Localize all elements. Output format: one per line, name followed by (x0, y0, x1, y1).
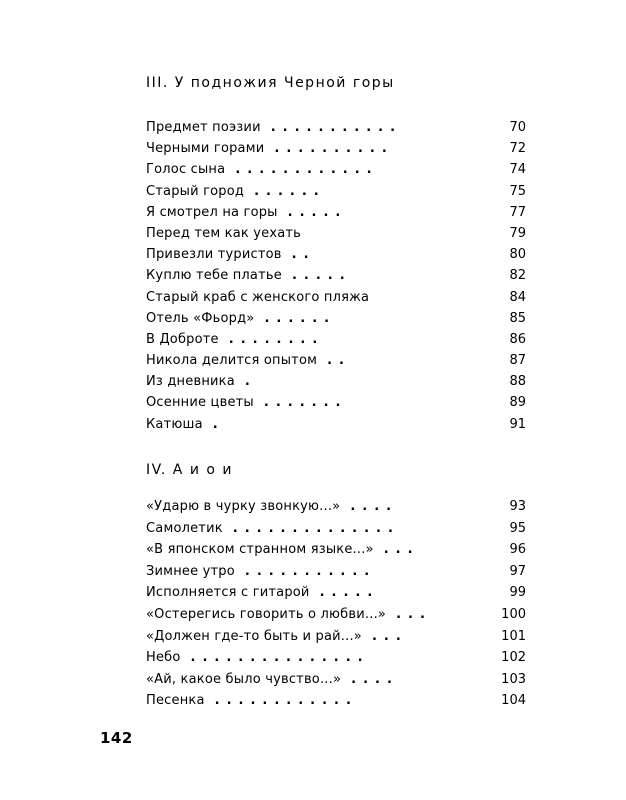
toc-entry-page: 74 (509, 162, 526, 178)
toc-entry-lead (146, 371, 257, 392)
toc-entry-title: Никола делится опытом (146, 353, 318, 369)
toc-entry-lead (146, 604, 432, 626)
toc-entry-lead (146, 287, 379, 308)
toc-list (146, 117, 526, 435)
toc-entry (146, 202, 526, 223)
toc-entry-lead (146, 202, 347, 223)
toc-entry-lead (146, 392, 347, 413)
toc-entry-leader-dots: .............. (232, 520, 400, 536)
toc-entry-title: Песенка (146, 693, 205, 709)
toc-entry (146, 690, 526, 712)
toc-entry-page: 96 (509, 542, 526, 558)
toc-entry (146, 265, 526, 286)
toc-entry-title: Отель «Фьорд» (146, 310, 255, 326)
toc-entry-lead (146, 539, 420, 561)
toc-entry-lead (146, 690, 358, 712)
toc-entry-title: Исполняется с гитарой (146, 585, 310, 601)
toc-entry-title: «В японском странном языке...» (146, 542, 374, 558)
toc-entry (146, 308, 526, 329)
toc-entry-page: 102 (501, 650, 526, 666)
toc-entry-page: 75 (509, 183, 526, 199)
toc-entry-page: 101 (501, 628, 526, 644)
toc-entry-title: Черными горами (146, 141, 265, 157)
toc-entry-page: 86 (509, 331, 526, 347)
toc-entry-leader-dots: ........... (244, 563, 377, 579)
toc-entry-leader-dots: ............... (190, 650, 370, 666)
toc-entry-page: 82 (509, 268, 526, 284)
toc-entry-lead (146, 350, 351, 371)
toc-entry-title: Из дневника (146, 374, 235, 390)
toc-entry-lead (146, 329, 324, 350)
toc-entry-title: Катюша (146, 416, 203, 432)
toc-entry-leader-dots: ..... (291, 268, 352, 284)
toc-entry-page: 95 (509, 520, 526, 536)
toc-entry-lead (146, 518, 400, 540)
toc-entry-lead (146, 223, 311, 244)
toc-entry-leader-dots: ... (371, 628, 408, 644)
toc-entry-leader-dots: .......... (274, 141, 394, 157)
toc-entry-leader-dots: . (212, 416, 225, 432)
toc-entry-title: Куплю тебе платье (146, 268, 282, 284)
toc-entry (146, 604, 526, 626)
toc-entry-leader-dots: ............ (214, 693, 358, 709)
toc-entry-leader-dots: ............ (235, 162, 379, 178)
toc-entry (146, 329, 526, 350)
toc-entry (146, 159, 526, 180)
toc-entry-leader-dots: ...... (264, 310, 337, 326)
toc-entry-page: 77 (509, 204, 526, 220)
toc-entry-page: 103 (501, 671, 526, 687)
toc-entry (146, 350, 526, 371)
toc-entry-leader-dots: .. (327, 353, 351, 369)
toc-entry (146, 414, 526, 435)
toc-entry-leader-dots: .... (350, 499, 399, 514)
toc-list (146, 496, 526, 712)
toc-entry-page: 84 (509, 289, 526, 305)
toc-entry-title: «Остерегись говорить о любви...» (146, 606, 387, 622)
toc-entry-title: «Ай, какое было чувство...» (146, 671, 342, 687)
toc-entry-title: Небо (146, 650, 181, 666)
toc-entry (146, 647, 526, 669)
toc-entry-page: 70 (509, 120, 526, 135)
toc-entry-page: 91 (509, 416, 526, 432)
section-title: III. У подножия Черной горы (146, 75, 395, 91)
toc-entry-title: «Должен где-то быть и рай...» (146, 628, 362, 644)
toc-entry-page: 97 (509, 563, 526, 579)
toc-entry-leader-dots: ........ (228, 331, 325, 347)
toc-entry-leader-dots: ..... (319, 585, 380, 601)
toc-entry-page: 99 (509, 585, 526, 601)
toc-entry-lead (146, 582, 379, 604)
toc-entry (146, 669, 526, 691)
toc-entry-lead (146, 496, 398, 518)
toc-entry-page: 79 (509, 225, 526, 241)
toc-entry-leader-dots: .... (351, 671, 399, 687)
toc-entry-title: Голос сына (146, 162, 226, 178)
toc-entry-page: 87 (509, 353, 526, 369)
toc-entry-leader-dots: ... (396, 606, 432, 622)
toc-entry (146, 518, 526, 540)
toc-entry-title: Предмет поэзии (146, 120, 261, 135)
toc-entry-leader-dots: ...... (254, 183, 326, 199)
toc-entry-page: 72 (509, 141, 526, 157)
toc-entry-lead (146, 117, 402, 138)
toc-entry (146, 371, 526, 392)
toc-entry-page: 100 (501, 606, 526, 622)
toc-entry-title: Я смотрел на горы (146, 204, 278, 220)
toc-entry-lead (146, 159, 379, 180)
toc-entry (146, 626, 526, 648)
toc-entry-lead (146, 181, 326, 202)
toc-entry (146, 496, 526, 518)
toc-entry (146, 117, 526, 138)
toc-entry (146, 561, 526, 583)
page-number: 142 (100, 729, 133, 747)
toc-entry-lead (146, 138, 394, 159)
toc-entry-leader-dots: ....... (263, 395, 348, 411)
toc-entry-page: 88 (509, 374, 526, 390)
toc-entry-leader-dots: ........... (270, 120, 403, 135)
toc-entry-title: «Ударю в чурку звонкую...» (146, 499, 341, 514)
toc-entry-lead (146, 414, 225, 435)
toc-entry (146, 138, 526, 159)
toc-entry (146, 287, 526, 308)
toc-entry-title: Старый краб с женского пляжа (146, 289, 370, 305)
toc-entry-page: 93 (509, 499, 526, 514)
toc-entry (146, 244, 526, 265)
toc-entry-leader-dots: ..... (287, 204, 348, 220)
toc-entry-title: Зимнее утро (146, 563, 235, 579)
toc-entry-page: 104 (501, 693, 526, 709)
toc-entry-lead (146, 308, 336, 329)
toc-entry-page: 80 (509, 247, 526, 263)
section-title: IV. А и о и (146, 462, 233, 478)
toc-entry (146, 392, 526, 413)
toc-entry-page: 89 (509, 395, 526, 411)
toc-entry-leader-dots: ... (383, 542, 420, 558)
toc-entry (146, 223, 526, 244)
toc-entry (146, 539, 526, 561)
toc-entry (146, 582, 526, 604)
toc-entry-title: В Доброте (146, 331, 219, 347)
toc-entry-lead (146, 561, 376, 583)
toc-entry-title: Привезли туристов (146, 247, 282, 263)
toc-entry-title: Перед тем как уехать (146, 225, 302, 241)
toc-entry-lead (146, 647, 370, 669)
toc-entry-lead (146, 626, 408, 648)
toc-entry-leader-dots: .. (291, 247, 316, 263)
toc-entry-page: 85 (509, 310, 526, 326)
toc-entry (146, 181, 526, 202)
toc-entry-lead (146, 265, 352, 286)
toc-entry-leader-dots: . (244, 374, 257, 390)
toc-entry-title: Самолетик (146, 520, 223, 536)
toc-entry-lead (146, 669, 399, 691)
toc-entry-lead (146, 244, 316, 265)
toc-entry-title: Старый город (146, 183, 245, 199)
toc-entry-title: Осенние цветы (146, 395, 254, 411)
